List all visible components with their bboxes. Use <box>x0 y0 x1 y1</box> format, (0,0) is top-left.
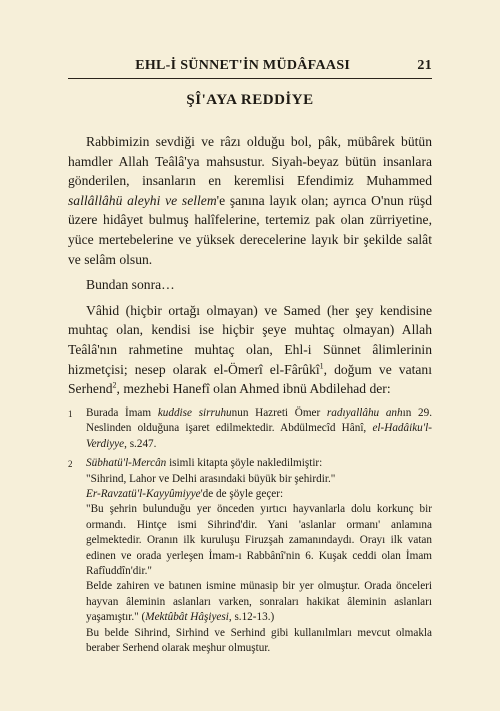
footnote-2: 2 Sübhatü'l-Mercân isimli kitapta şöyle nakledilmiştir: "Sihrind, Lahor ve Delhi arasındaki büyük bir şehirdir." Er-Ravzatü'l-Kayyûmiyye'de de şöyle geçer: "Bu şehrin bulunduğu yer önceden yırtıcı hayvanlarla dolu korkunç bir ormandı. Hintçe ismi Sihrind'dir. Yani 'aslanlar ormanı' anlamına gelmektedir. Oranın ilk kuruluşu Firuzşah zamanındaydı. Orayı ilk vatan edinen ve orada yerleşen İmam-ı Rabbânî'nin 6. Kuşak ceddi olan İmam Rafîuddîn'dir." Belde zahiren ve batınen ismine münasip bir yer olmuştur. Orada önceleri hayvan âleminin aslanları varken, sonraları hakikat âleminin aslanları yaşamıştır." (Mektûbât Hâşiyesi, s.12-13.) Bu belde Sihrind, Sirhind ve Serhind gibi kullanılmları mevcut olmakla beraber Serhend olarak meşhur olmuştur. <box>68 456 432 656</box>
running-title: EHL-İ SÜNNET'İN MÜDÂFAASI <box>135 58 351 73</box>
footnote-1: 1 Burada İmam kuddise sirruhunun Hazreti Ömer radıyallâhu anhın 29. Neslinden olduğuna işaret edilmektedir. Abdülmecîd Hânî, el-Hadâiku'l-Verdiyye, s.247. <box>68 406 432 452</box>
paragraph-2: Bundan sonra… <box>86 277 175 293</box>
page-number: 21 <box>417 58 432 73</box>
footnotes <box>68 406 432 661</box>
body-text <box>68 128 432 399</box>
footnote-number: 2 <box>68 459 73 470</box>
footnote-ref-1[interactable]: 1 <box>319 361 324 370</box>
header-rule <box>68 78 432 79</box>
footnote-ref-2[interactable]: 2 <box>112 380 117 390</box>
footnote-number: 1 <box>68 409 73 419</box>
running-header <box>68 58 432 74</box>
paragraph-1: Rabbimizin sevdiği ve râzı olduğu bol, pâk, mübârek bütün hamdler Allah Teâlâ'ya mahsustur. Siyah-beyaz bütün insanlara gönderilen, insanların en keremlisi Efendimiz Muhammed sallâllâhü aleyhi ve sellem'e şanına layık olan; ayrıca O'nun rüşd üzere hidâyet bulmuş halîfelerine, tertemiz pak olan zürriyetine, yüce mertebelerine ve yüksek derecelerine layık bir şekilde salât ve selâm olsun. <box>68 134 433 267</box>
chapter-title: ŞÎ'AYA REDDİYE <box>186 92 314 108</box>
paragraph-3: Vâhid (hiçbir ortağı olmayan) ve Samed (her şey kendisine muhtaç olan, kendisi ise hiçbir şeye muhtaç olmayan) Allah Teâlâ'nın rahmetine muhtaç olan, Ehl-i Sünnet âlimlerinin hizmetçisi; nesep olarak el-Ömerî el-Fârûkî$^1$, doğum ve vatanı Serhend$^2$, mezhebi Hanefî olan Ahmed ibnü Abdilehad der: <box>68 302 432 397</box>
